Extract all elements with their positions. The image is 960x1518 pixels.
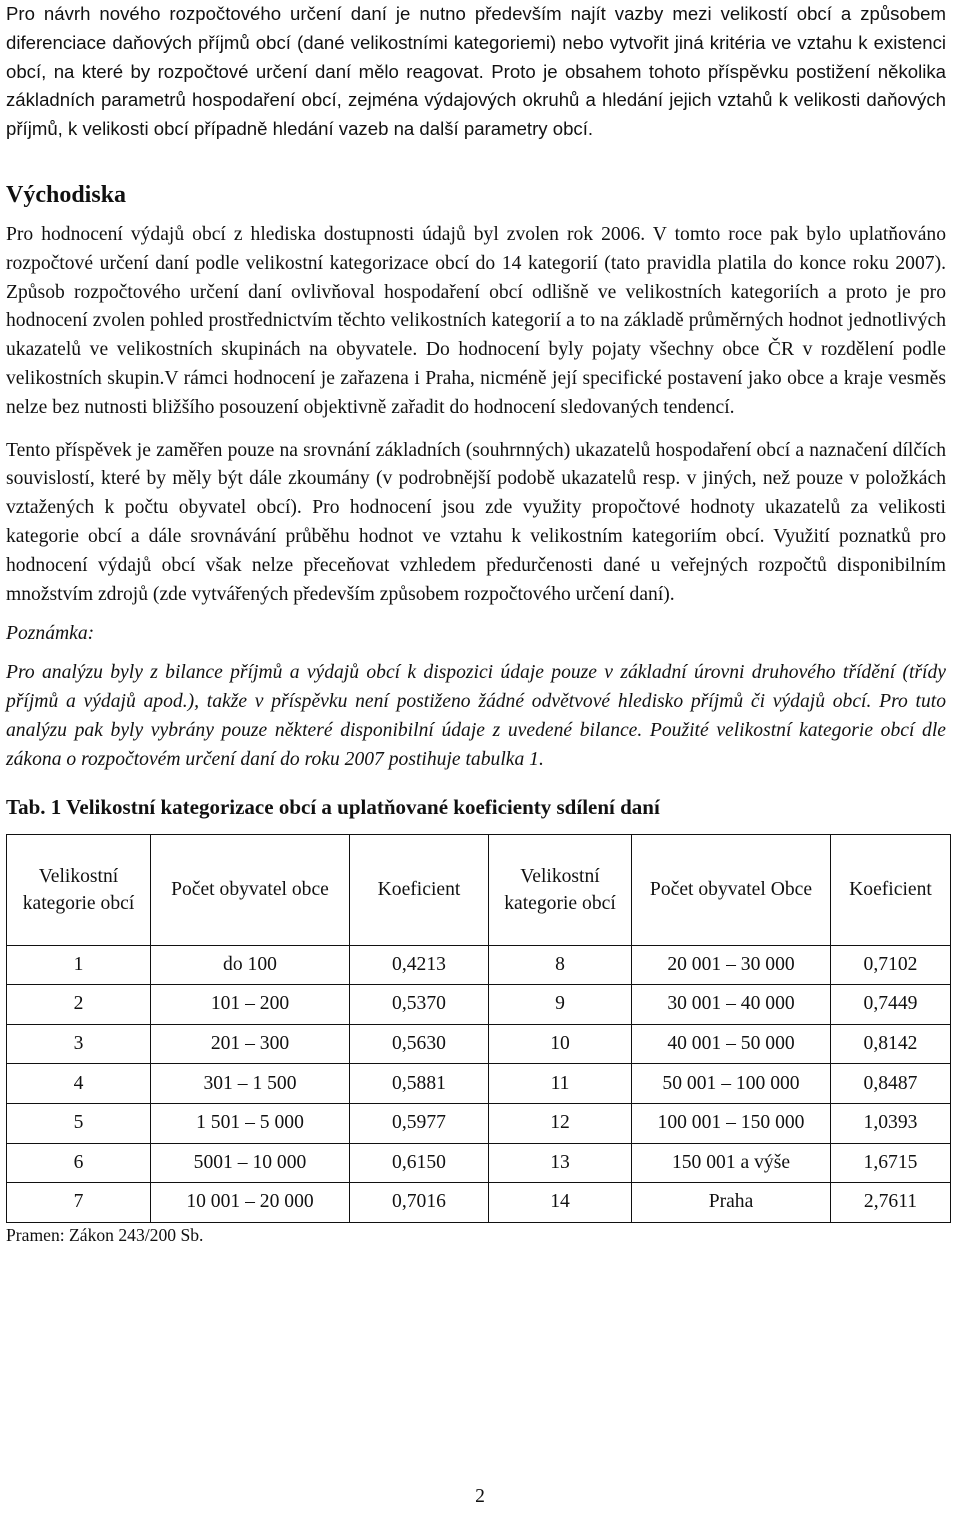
table-cell: 20 001 – 30 000: [632, 945, 831, 985]
header-population: Počet obyvatel obce: [151, 834, 350, 945]
table-cell: 11: [489, 1064, 632, 1104]
table-cell: do 100: [151, 945, 350, 985]
table-cell: 30 001 – 40 000: [632, 985, 831, 1025]
table-cell: 14: [489, 1183, 632, 1223]
header-population: Počet obyvatel Obce: [632, 834, 831, 945]
body-paragraph-1: Pro hodnocení výdajů obcí z hlediska dostupnosti údajů byl zvolen rok 2006. V tomto roce pak bylo uplatňováno rozpočtové určení daní podle velikostní kategorizace obcí do 14 kategorií (tato pravidla platila do konce roku 2007). Způsob rozpočtového určení daní ovlivňoval hospodaření obcí odlišně ve velikostních kategoriích a proto je pro hodnocení zvolen pohled prostřednictvím těchto velikostních kategorií a to na základě průměrných hodnot jednotlivých ukazatelů ve velikostních skupinách na obyvatele. Do hodnocení byly pojaty všechny obce ČR v rozdělení podle velikostních skupin.V rámci hodnocení je zařazena i Praha, nicméně její specifické postavení jako obce a kraje vesměs nelze bez nutnosti bližšího posouzení objektivně zařadit do hodnocení sledovaných tendencí.: [6, 223, 946, 418]
table-cell: 2: [7, 985, 151, 1025]
header-size-category: Velikostní kategorie obcí: [7, 834, 151, 945]
table-cell: 10 001 – 20 000: [151, 1183, 350, 1223]
table-cell: 1,0393: [831, 1103, 951, 1143]
coefficient-table: [6, 834, 951, 1223]
table-cell: 5: [7, 1103, 151, 1143]
table-cell: 13: [489, 1143, 632, 1183]
table-cell: 0,5370: [350, 985, 489, 1025]
table-cell: 3: [7, 1024, 151, 1064]
table-cell: 4: [7, 1064, 151, 1104]
header-coefficient: Koeficient: [831, 834, 951, 945]
table-cell: 7: [7, 1183, 151, 1223]
table-row: [7, 1024, 951, 1064]
table-cell: 40 001 – 50 000: [632, 1024, 831, 1064]
table-cell: 1 501 – 5 000: [151, 1103, 350, 1143]
table-cell: 6: [7, 1143, 151, 1183]
table-row: [7, 1143, 951, 1183]
table-cell: 1,6715: [831, 1143, 951, 1183]
header-size-category: Velikostní kategorie obcí: [489, 834, 632, 945]
table-cell: 201 – 300: [151, 1024, 350, 1064]
table-cell: Praha: [632, 1183, 831, 1223]
section-heading: Východiska: [6, 181, 127, 208]
table-cell: 0,7102: [831, 945, 951, 985]
table-cell: 301 – 1 500: [151, 1064, 350, 1104]
table-cell: 0,5977: [350, 1103, 489, 1143]
table-cell: 2,7611: [831, 1183, 951, 1223]
table-header-row: [7, 834, 951, 945]
table-cell: 0,6150: [350, 1143, 489, 1183]
table-cell: 5001 – 10 000: [151, 1143, 350, 1183]
table-row: [7, 945, 951, 985]
table-cell: 150 001 a výše: [632, 1143, 831, 1183]
table-cell: 0,5881: [350, 1064, 489, 1104]
table-cell: 8: [489, 945, 632, 985]
table-cell: 12: [489, 1103, 632, 1143]
table-cell: 0,7449: [831, 985, 951, 1025]
table-cell: 101 – 200: [151, 985, 350, 1025]
body-paragraph-2: Tento příspěvek je zaměřen pouze na srovnání základních (souhrnných) ukazatelů hospodaření obcí a naznačení dílčích souvislostí, které by měly být dále zkoumány (v podrobnější podobě ukazatelů resp. v jiných, než pouze v položkách vztažených k počtu obyvatel obcí). Pro hodnocení jsou zde využity propočtové hodnoty ukazatelů za velikosti kategorie obcí a dále srovnávání průběhu hodnot ve vztahu k velikostním kategoriím obcí. Využití poznatků pro hodnocení výdajů obcí však nelze přeceňovat vzhledem předurčenosti dané u veřejných rozpočtů disponibilním množstvím zdrojů (zde vytvářených především způsobem rozpočtového určení daní).: [6, 439, 946, 605]
intro-paragraph: Pro návrh nového rozpočtového určení daní je nutno především najít vazby mezi velikostí obcí a způsobem diferenciace daňových příjmů obcí (dané velikostními kategoriemi) nebo vytvořit jiná kritéria ve vztahu k existenci obcí, na které by rozpočtové určení daní mělo reagovat. Proto je obsahem tohoto příspěvku postižení několika základních parametrů hospodaření obcí, zejména výdajových okruhů a hledání jejich vztahů k velikosti daňových příjmů, k velikosti obcí případně hledání vazeb na další parametry obcí.: [6, 3, 946, 140]
table-source: Pramen: Zákon 243/200 Sb.: [6, 1224, 204, 1245]
document-page: [6, 0, 946, 1246]
table-cell: 9: [489, 985, 632, 1025]
table-cell: 10: [489, 1024, 632, 1064]
table-cell: 0,7016: [350, 1183, 489, 1223]
table-cell: 0,8142: [831, 1024, 951, 1064]
note-text: Pro analýzu byly z bilance příjmů a výdajů obcí k dispozici údaje pouze v základní úrovni druhového třídění (třídy příjmů a výdajů apod.), takže v příspěvku není postiženo žádné odvětvové hledisko příjmů či výdajů obcí. Pro tuto analýzu pak byly vybrány pouze některé disponibilní údaje z uvedené bilance. Použité velikostní kategorie obcí dle zákona o rozpočtovém určení daní do roku 2007 postihuje tabulka 1.: [6, 662, 946, 770]
page-number: 2: [475, 1486, 485, 1507]
header-coefficient: Koeficient: [350, 834, 489, 945]
table-row: [7, 1064, 951, 1104]
table-row: [7, 1103, 951, 1143]
table-cell: 0,8487: [831, 1064, 951, 1104]
table-cell: 0,4213: [350, 945, 489, 985]
table-title: Tab. 1 Velikostní kategorizace obcí a uplatňované koeficienty sdílení daní: [6, 794, 660, 819]
table-row: [7, 985, 951, 1025]
table-cell: 50 001 – 100 000: [632, 1064, 831, 1104]
table-cell: 100 001 – 150 000: [632, 1103, 831, 1143]
table-cell: 0,5630: [350, 1024, 489, 1064]
table-cell: 1: [7, 945, 151, 985]
note-label: Poznámka:: [6, 623, 95, 645]
table-row: [7, 1183, 951, 1223]
